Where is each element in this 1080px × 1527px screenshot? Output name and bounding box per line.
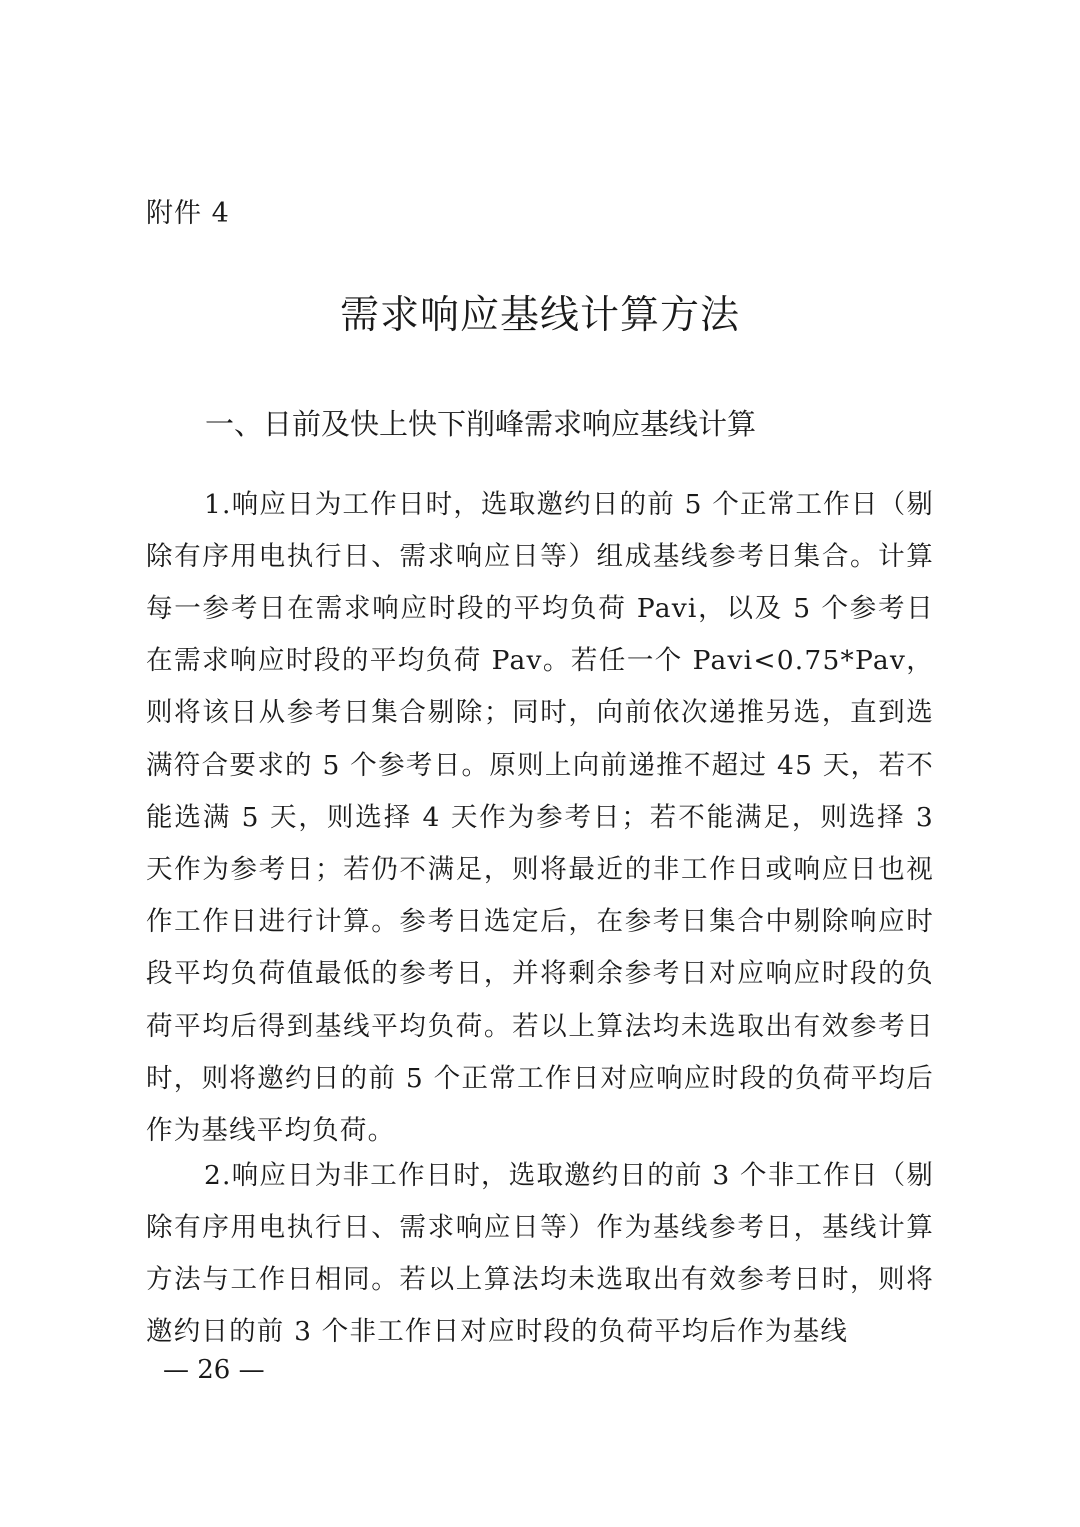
attachment-label: 附件 4 bbox=[146, 198, 230, 229]
section-heading: 一、日前及快上快下削峰需求响应基线计算 bbox=[205, 407, 757, 441]
paragraph-2: 2.响应日为非工作日时，选取邀约日的前 3 个非工作日（剔除有序用电执行日、需求响应日等）作为基线参考日，基线计算方法与工作日相同。若以上算法均未选取出有效参考日时，则将邀约日的前 3 个非工作日对应时段的负荷平均后作为基线 bbox=[146, 1159, 934, 1348]
document-title: 需求响应基线计算方法 bbox=[339, 293, 740, 338]
page-number: — 26 — bbox=[163, 1355, 265, 1385]
paragraph-1: 1.响应日为工作日时，选取邀约日的前 5 个正常工作日（剔除有序用电执行日、需求响应日等）组成基线参考日集合。计算每一参考日在需求响应时段的平均负荷 Pavi，以及 5 个参考日在需求响应时段的平均负荷 Pav。若任一个 Pavi<0.75*Pav，则将该日从参考日集合剔除；同时，向前依次递推另选，直到选满符合要求的 5 个参考日。原则上向前递推不超过 45 天，若不能选满 5 天，则选择 4 天作为参考日；若不能满足，则选择 3 天作为参考日；若仍不满足，则将最近的非工作日或响应日也视作工作日进行计算。参考日选定后，在参考日集合中剔除响应时段平均负荷值最低的参考日，并将剩余参考日对应响应时段的负荷平均后得到基线平均负荷。若以上算法均未选取出有效参考日时，则将邀约日的前 5 个正常工作日对应响应时段的负荷平均后作为基线平均负荷。 bbox=[146, 488, 934, 1146]
